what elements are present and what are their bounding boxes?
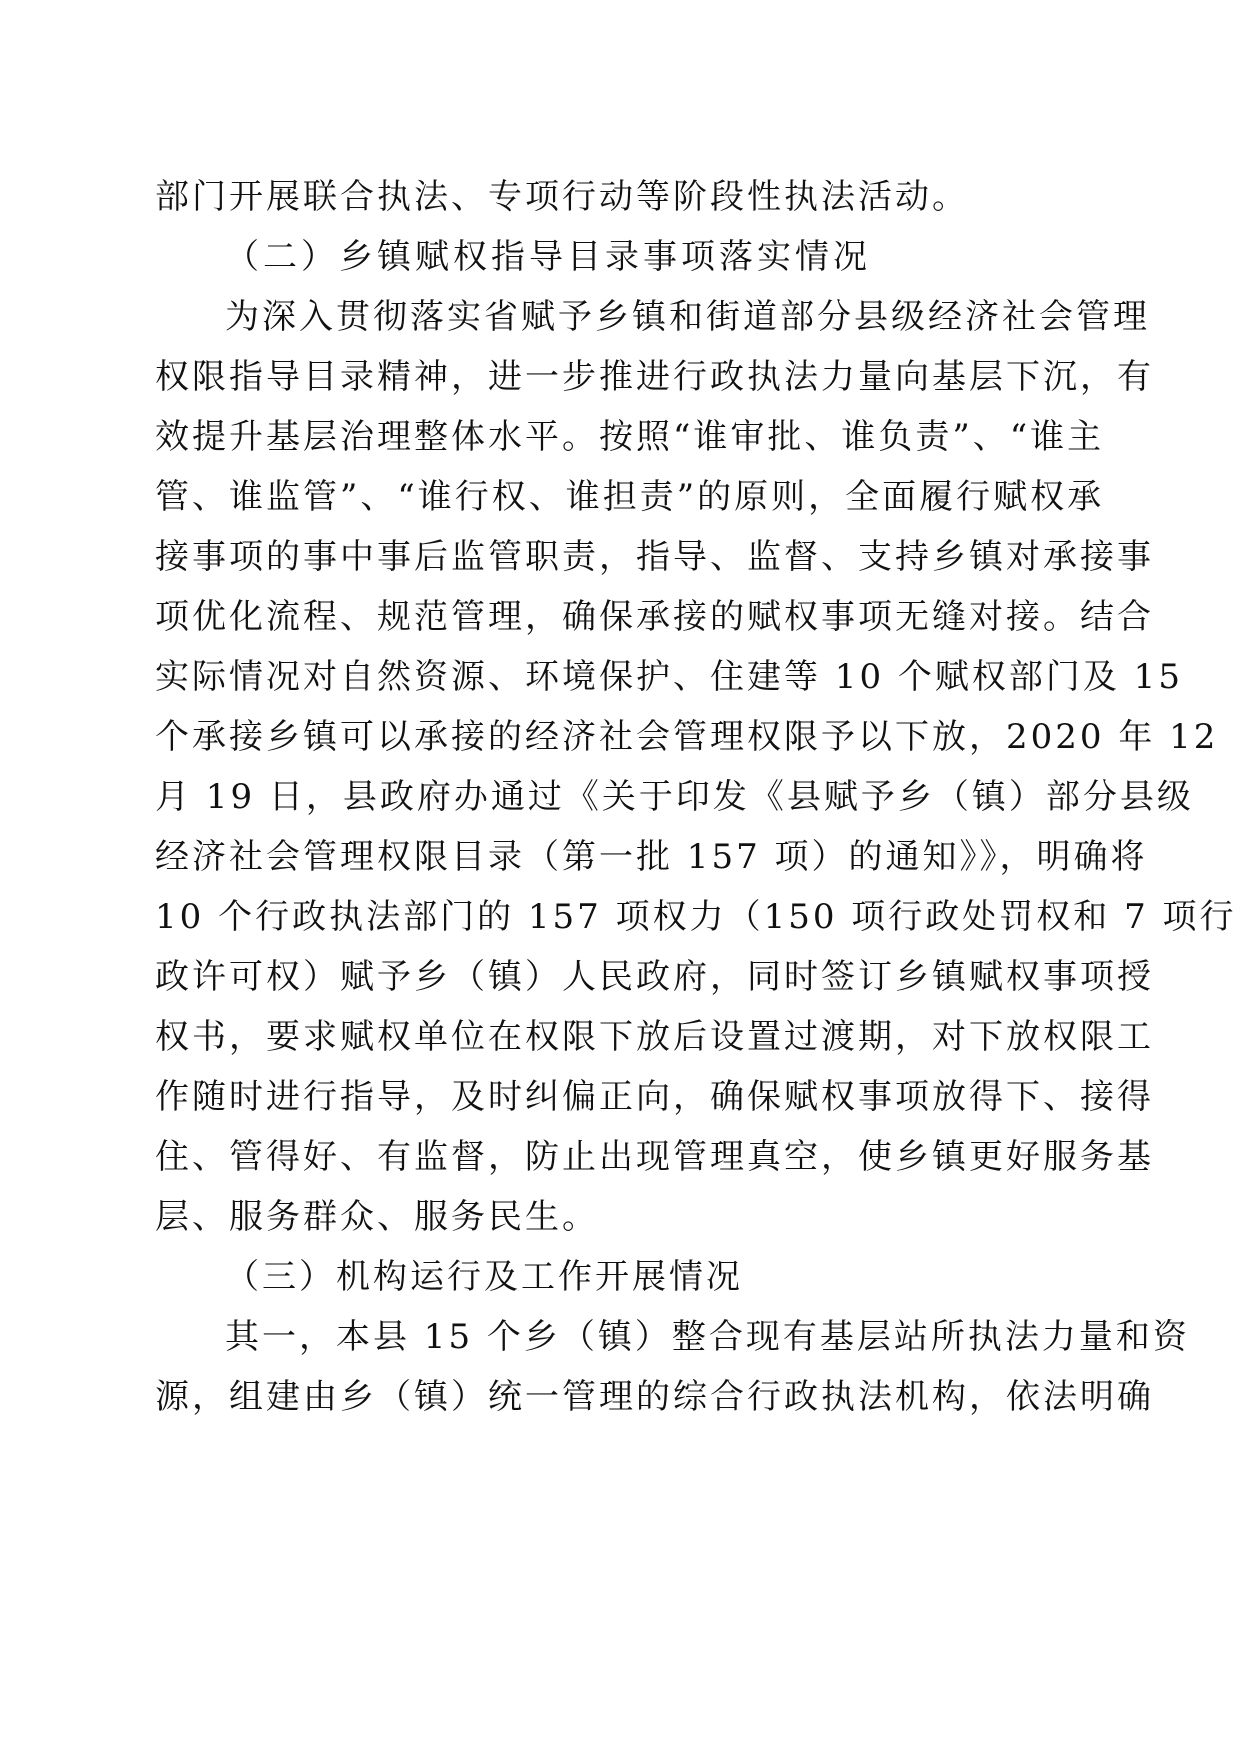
paragraph-line: 权书，要求赋权单位在权限下放后设置过渡期，对下放权限工 <box>155 1017 1154 1057</box>
paragraph-line: 效提升基层治理整体水平。按照“谁审批、谁负责”、“谁主 <box>155 417 1105 457</box>
paragraph-line: 月 19 日，县政府办通过《关于印发《县赋予乡（镇）部分县级 <box>155 777 1194 817</box>
paragraph-line: 经济社会管理权限目录（第一批 157 项）的通知》》，明确将 <box>155 837 1148 877</box>
paragraph-line: 实际情况对自然资源、环境保护、住建等 10 个赋权部门及 15 <box>155 657 1183 697</box>
paragraph-line: 作随时进行指导，及时纠偏正向，确保赋权事项放得下、接得 <box>155 1077 1154 1117</box>
paragraph-line: 个承接乡镇可以承接的经济社会管理权限予以下放，2020 年 12 <box>155 717 1219 757</box>
paragraph-line: 为深入贯彻落实省赋予乡镇和街道部分县级经济社会管理 <box>225 297 1150 337</box>
paragraph-line: 项优化流程、规范管理，确保承接的赋权事项无缝对接。结合 <box>155 597 1154 637</box>
paragraph-line: 政许可权）赋予乡（镇）人民政府，同时签订乡镇赋权事项授 <box>155 957 1154 997</box>
paragraph-line: 10 个行政执法部门的 157 项权力（150 项行政处罚权和 7 项行 <box>155 897 1237 937</box>
section-heading: （二）乡镇赋权指导目录事项落实情况 <box>225 237 871 277</box>
paragraph-line: 部门开展联合执法、专项行动等阶段性执法活动。 <box>155 177 969 217</box>
paragraph-line: 其一，本县 15 个乡（镇）整合现有基层站所执法力量和资 <box>225 1317 1190 1357</box>
paragraph-line: 权限指导目录精神，进一步推进行政执法力量向基层下沉，有 <box>155 357 1154 397</box>
paragraph-line: 住、管得好、有监督，防止出现管理真空，使乡镇更好服务基 <box>155 1137 1154 1177</box>
paragraph-line: 源，组建由乡（镇）统一管理的综合行政执法机构，依法明确 <box>155 1377 1154 1417</box>
paragraph-line: 管、谁监管”、“谁行权、谁担责”的原则，全面履行赋权承 <box>155 477 1105 517</box>
paragraph-line: 层、服务群众、服务民生。 <box>155 1197 599 1237</box>
paragraph-line: 接事项的事中事后监管职责，指导、监督、支持乡镇对承接事 <box>155 537 1154 577</box>
section-heading: （三）机构运行及工作开展情况 <box>225 1257 743 1297</box>
